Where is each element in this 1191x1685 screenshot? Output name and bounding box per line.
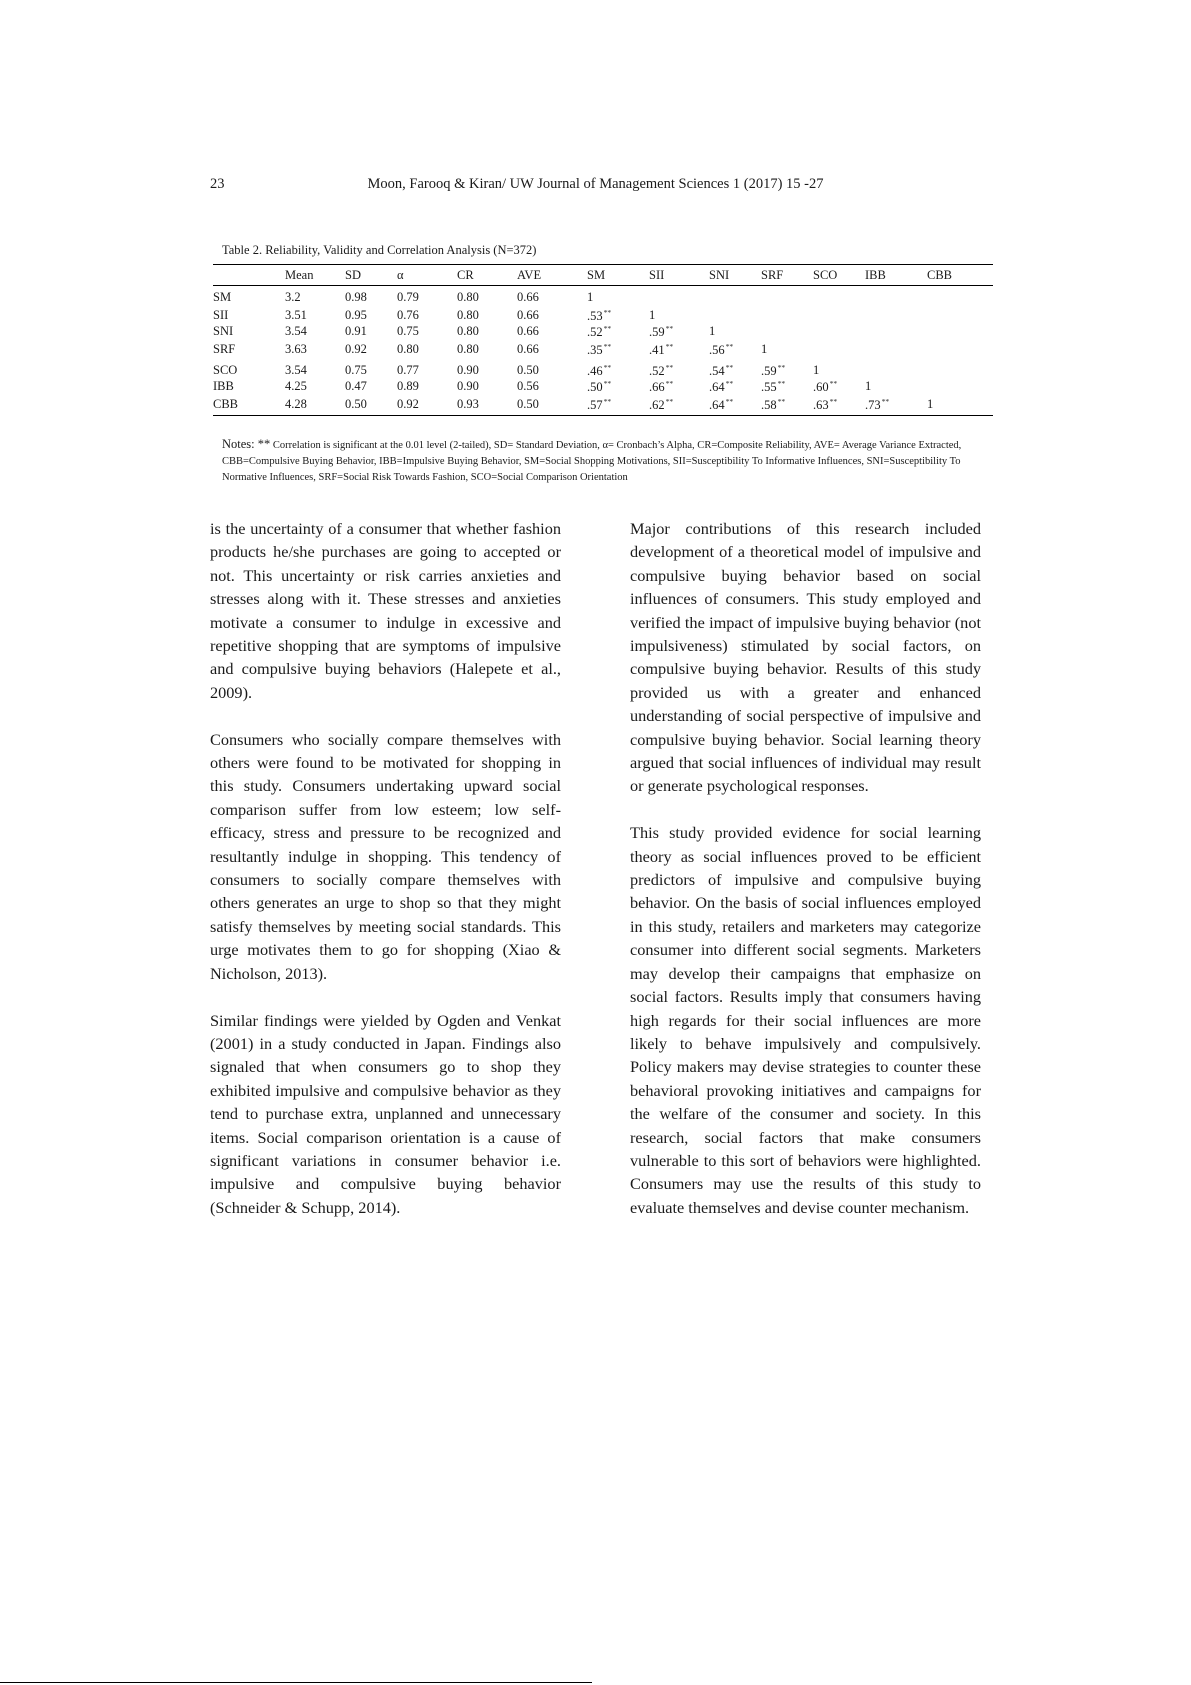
column-header: IBB: [865, 265, 927, 286]
table-row: [213, 305, 993, 324]
correlation-value: .64: [709, 398, 725, 412]
cell-sd: 0.75: [345, 363, 367, 377]
table-row: [213, 324, 993, 342]
running-head: Moon, Farooq & Kiran/ UW Journal of Management Sciences 1 (2017) 15 -27: [367, 176, 824, 192]
correlation-cell: [927, 397, 993, 415]
cell-mean: 4.25: [285, 379, 307, 393]
significance-marker: **: [665, 397, 674, 406]
correlation-value: .46: [587, 364, 603, 378]
correlation-value: .52: [649, 364, 665, 378]
correlation-cell: [813, 305, 865, 324]
cell-alpha: 0.80: [397, 342, 419, 356]
table-row: [213, 360, 993, 379]
row-label: IBB: [213, 379, 234, 393]
correlation-cell: [927, 286, 993, 306]
body-paragraph: Major contributions of this research included development of a theoretical model of impulsive and compulsive buying behavior based on social influences of consumers. This study employed and verified the impact of impulsive buying behavior (not impulsiveness) stimulated by social factors, on compulsive buying behavior. Results of this study provided us with a greater and enhanced understanding of social perspective of impulsive and compulsive buying behavior. Social learning theory argued that social influences of individual may result or generate psychological responses.: [630, 519, 981, 796]
correlation-value: 1: [709, 324, 716, 338]
body-paragraph: Similar findings were yielded by Ogden and Venkat (2001) in a study conducted in Japan. Findings also signaled that when consumers go to shop they exhibited impulsive and compulsive behavior as they tend to purchase extra, unplanned and unnecessary items. Social comparison orientation is a cause of significant variations in consumer behavior i.e. impulsive and compulsive buying behavior (Schneider & Schupp, 2014).: [210, 1010, 561, 1217]
correlation-cell: [813, 379, 865, 397]
correlation-value: 1: [813, 363, 820, 377]
page-number: 23: [210, 176, 225, 192]
row-label: SII: [213, 308, 229, 322]
body-paragraph: This study provided evidence for social learning theory as social influences proved to be efficient predictors of impulsive and compulsive buying behavior. On the basis of social influences employed in this study, retailers and marketers may categorize consumer into different social segments. Marketers may develop their campaigns that emphasize on social factors. Results imply that consumers having high regards for their social influences are more likely to behave impulsively and compulsively. Policy makers may devise strategies to counter these behavioral provoking initiatives and campaigns for the welfare of the consumer and society. In this research, social factors that make consumers vulnerable to this sort of behaviors were highlighted. Consumers may use the results of this study to evaluate themselves and devise counter mechanism.: [630, 823, 981, 1217]
correlation-value: .55: [761, 380, 777, 394]
significance-marker: **: [603, 363, 612, 372]
correlation-cell: [761, 342, 813, 360]
correlation-value: 1: [649, 308, 656, 322]
significance-marker: **: [665, 363, 674, 372]
significance-marker: **: [881, 397, 890, 406]
correlation-value: 1: [927, 397, 934, 411]
correlation-cell: [587, 305, 649, 324]
correlation-cell: [649, 324, 709, 342]
correlation-cell: [865, 379, 927, 397]
significance-marker: **: [725, 379, 734, 388]
correlation-cell: [587, 360, 649, 379]
correlation-value: .50: [587, 380, 603, 394]
column-header: SM: [587, 265, 649, 286]
body-paragraph: is the uncertainty of a consumer that whether fashion products he/she purchases are going to accepted or not. This uncertainty or risk carries anxieties and stresses along with it. These stresses and anxieties motivate a consumer to indulge in excessive and repetitive shopping that are symptoms of impulsive and compulsive buying behaviors (Halepete et al., 2009).: [210, 519, 561, 702]
row-label: SM: [213, 290, 232, 304]
correlation-value: .53: [587, 309, 603, 323]
row-label: SCO: [213, 363, 238, 377]
correlation-value: .73: [865, 398, 881, 412]
correlation-cell: [709, 324, 761, 342]
correlation-cell: [813, 324, 865, 342]
correlation-value: 1: [587, 290, 594, 304]
cell-ave: 0.50: [517, 397, 587, 415]
correlation-value: 1: [865, 379, 872, 393]
column-header: SII: [649, 265, 709, 286]
significance-marker: **: [725, 397, 734, 406]
correlation-value: .54: [709, 364, 725, 378]
cell-alpha: 0.92: [397, 397, 457, 415]
cell-sd: 0.92: [345, 342, 367, 356]
significance-marker: **: [665, 324, 674, 333]
right-column: [630, 517, 981, 1243]
column-header: SD: [345, 265, 397, 286]
significance-marker: **: [603, 342, 612, 351]
significance-marker: **: [725, 363, 734, 372]
notes-text: Correlation is significant at the 0.01 level (2-tailed), SD= Standard Deviation, α= Cronbach’s Alpha, CR=Composite Reliability, AVE= Average Variance Extracted, CBB=Compulsive Buying Behavior, IBB=Impulsive Buying Behavior, SM=Social Shopping Motivations, SII=Susceptibility To Informative Influences, SNI=Susceptibility To Normative Influences, SRF=Social Risk Towards Fashion, SCO=Social Comparison Orientation: [222, 440, 962, 483]
correlation-cell: [865, 342, 927, 360]
correlation-cell: [761, 286, 813, 306]
significance-marker: **: [777, 379, 786, 388]
column-header: SRF: [761, 265, 813, 286]
cell-mean: 3.51: [285, 308, 307, 322]
significance-marker: **: [777, 363, 786, 372]
column-header: AVE: [517, 265, 587, 286]
row-label: SRF: [213, 342, 236, 356]
cell-alpha: 0.89: [397, 379, 419, 393]
correlation-cell: [649, 286, 709, 306]
correlation-cell: [813, 286, 865, 306]
body-paragraph: Consumers who socially compare themselves with others were found to be motivated for shopping in this study. Consumers undertaking upward social comparison suffer from low esteem; low self-efficacy, stress and pressure to be recognized and resultantly indulge in shopping. This tendency of consumers to socially compare themselves with others generates an urge to shop so that they might satisfy themselves by meeting social standards. This urge motivates them to go for shopping (Xiao & Nicholson, 2013).: [210, 729, 561, 983]
row-label: SNI: [213, 324, 234, 338]
correlation-value: .60: [813, 380, 829, 394]
table-row: [213, 397, 993, 415]
table-body: [213, 286, 993, 416]
significance-marker: **: [829, 379, 838, 388]
correlation-value: 1: [761, 342, 768, 356]
column-header: α: [397, 265, 457, 286]
cell-alpha: 0.79: [397, 290, 419, 304]
cell-alpha: 0.76: [397, 308, 419, 322]
correlation-cell: [761, 324, 813, 342]
significance-marker: **: [725, 342, 734, 351]
cell-ave: 0.66: [517, 308, 539, 322]
correlation-cell: [587, 286, 649, 306]
correlation-cell: [709, 397, 761, 415]
correlation-value: .57: [587, 398, 603, 412]
correlation-value: .56: [709, 343, 725, 357]
correlation-cell: [813, 342, 865, 360]
column-header: SCO: [813, 265, 865, 286]
cell-sd: 0.50: [345, 397, 397, 415]
cell-mean: 3.54: [285, 324, 307, 338]
left-column: [210, 517, 561, 1243]
column-header: Mean: [285, 265, 345, 286]
correlation-cell: [761, 397, 813, 415]
correlation-cell: [709, 360, 761, 379]
correlation-cell: [587, 379, 649, 397]
correlation-cell: [761, 305, 813, 324]
cell-ave: 0.66: [517, 324, 539, 338]
table-row: [213, 342, 993, 360]
table-notes: [222, 436, 982, 486]
correlation-cell: [927, 305, 993, 324]
correlation-value: .58: [761, 398, 777, 412]
significance-marker: **: [777, 397, 786, 406]
column-header: SNI: [709, 265, 761, 286]
significance-marker: **: [603, 397, 612, 406]
cell-alpha: 0.77: [397, 363, 419, 377]
significance-marker: **: [603, 324, 612, 333]
notes-lead: Notes: **: [222, 437, 271, 451]
cell-sd: 0.95: [345, 308, 367, 322]
cell-cr: 0.80: [457, 342, 479, 356]
column-header: CR: [457, 265, 517, 286]
correlation-cell: [709, 305, 761, 324]
table-header-row: [213, 265, 993, 286]
correlation-cell: [587, 324, 649, 342]
correlation-cell: [709, 286, 761, 306]
correlation-cell: [761, 379, 813, 397]
footer-rule: [0, 1682, 592, 1683]
correlation-cell: [927, 342, 993, 360]
cell-ave: 0.50: [517, 363, 539, 377]
correlation-cell: [649, 379, 709, 397]
table-row: [213, 286, 993, 306]
correlation-cell: [649, 360, 709, 379]
correlation-cell: [649, 342, 709, 360]
table-caption: Table 2. Reliability, Validity and Correlation Analysis (N=372): [222, 243, 537, 257]
cell-mean: 3.63: [285, 342, 307, 356]
correlation-cell: [709, 342, 761, 360]
cell-cr: 0.90: [457, 379, 479, 393]
correlation-cell: [709, 379, 761, 397]
significance-marker: **: [603, 379, 612, 388]
cell-cr: 0.80: [457, 324, 479, 338]
cell-ave: 0.66: [517, 290, 539, 304]
correlation-cell: [761, 360, 813, 379]
significance-marker: **: [665, 342, 674, 351]
cell-ave: 0.66: [517, 342, 539, 356]
correlation-cell: [927, 360, 993, 379]
correlation-cell: [649, 305, 709, 324]
correlation-value: .64: [709, 380, 725, 394]
correlation-cell: [649, 397, 709, 415]
table-row: [213, 379, 993, 397]
correlation-value: .63: [813, 398, 829, 412]
correlation-cell: [865, 286, 927, 306]
correlation-value: .52: [587, 325, 603, 339]
correlation-cell: [865, 305, 927, 324]
correlation-cell: [927, 379, 993, 397]
cell-mean: 3.54: [285, 363, 307, 377]
correlation-value: .66: [649, 380, 665, 394]
correlation-cell: [813, 360, 865, 379]
column-header: CBB: [927, 265, 993, 286]
cell-cr: 0.93: [457, 397, 517, 415]
correlation-cell: [813, 397, 865, 415]
cell-sd: 0.91: [345, 324, 367, 338]
cell-mean: 3.2: [285, 290, 301, 304]
correlation-cell: [865, 360, 927, 379]
significance-marker: **: [829, 397, 838, 406]
correlation-value: .59: [649, 325, 665, 339]
row-label: CBB: [213, 397, 285, 415]
correlation-cell: [865, 397, 927, 415]
cell-ave: 0.56: [517, 379, 539, 393]
correlation-cell: [865, 324, 927, 342]
correlation-value: .35: [587, 343, 603, 357]
significance-marker: **: [603, 308, 612, 317]
cell-alpha: 0.75: [397, 324, 419, 338]
correlation-value: .62: [649, 398, 665, 412]
correlation-value: .41: [649, 343, 665, 357]
correlation-cell: [587, 397, 649, 415]
column-header: [213, 265, 285, 286]
significance-marker: **: [665, 379, 674, 388]
cell-cr: 0.90: [457, 363, 479, 377]
correlation-cell: [587, 342, 649, 360]
cell-sd: 0.47: [345, 379, 367, 393]
cell-cr: 0.80: [457, 290, 479, 304]
cell-cr: 0.80: [457, 308, 479, 322]
correlation-cell: [927, 324, 993, 342]
cell-sd: 0.98: [345, 290, 367, 304]
correlation-table: [213, 264, 993, 416]
correlation-value: .59: [761, 364, 777, 378]
cell-mean: 4.28: [285, 397, 345, 415]
